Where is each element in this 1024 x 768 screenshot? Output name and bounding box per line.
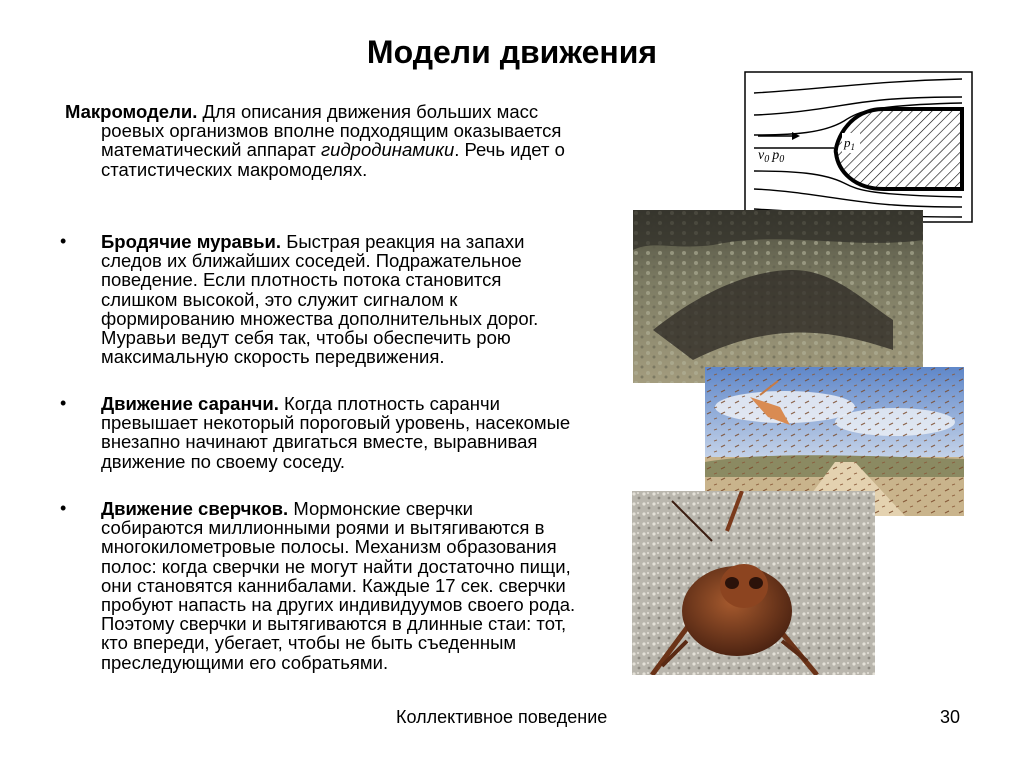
bullet-line: максимальную скорость передвижения. [101, 346, 445, 368]
label-p0-sub: 0 [779, 154, 785, 165]
bullet-line: превышает некоторый пороговый уровень, насекомые [101, 412, 571, 434]
footer-title: Коллективное поведение [396, 707, 608, 727]
intro-italic-term: гидродинамики [321, 139, 455, 161]
intro-line: роевых организмов вполне подходящим оказывается [101, 120, 562, 142]
bullet-heading: Движение сверчков. [101, 498, 289, 519]
slide-title: Модели движения [366, 34, 658, 70]
bullet-line: Когда плотность саранчи [278, 393, 500, 414]
label-p0: p [772, 148, 780, 163]
cricket-photo [632, 491, 875, 675]
bullet-line: пробуют напасть на других индивидуумов своего рода. [101, 594, 576, 616]
intro-line: . Речь идет о [454, 139, 565, 161]
bullet-line: полос: когда сверчки не могут найти достаточно пищи, [101, 555, 571, 577]
page-number: 30 [940, 707, 961, 727]
bullet-line: движение по своему соседу. [101, 450, 346, 472]
intro-line: математический аппарат [101, 139, 322, 161]
label-p1: p [844, 135, 851, 150]
bullet-line: следов их ближайших соседей. Подражательное [101, 250, 522, 272]
bullet-line: Быстрая реакция на запахи [281, 231, 525, 252]
bullet-heading: Бродячие муравьи. [101, 231, 282, 252]
bullet-heading: Движение саранчи. [101, 393, 279, 414]
bullet-line: они становятся каннибалами. Каждые 17 сек. сверчки [101, 574, 566, 596]
bullet-line: преследующими его собратьями. [101, 651, 389, 673]
intro-line: статистических макромоделях. [101, 158, 368, 180]
bullet-marker: • [60, 231, 67, 251]
label-v0: v [758, 148, 765, 163]
bullet-line: многокилометровые полосы. Механизм образования [101, 536, 557, 558]
bullet-line: собираются миллионными роями и вытягиваются в [101, 517, 545, 539]
bullet-locust [101, 394, 621, 471]
intro-line: Для описания движения больших масс [197, 101, 539, 122]
bullet-marker: • [60, 393, 67, 413]
intro-paragraph [65, 102, 625, 179]
label-p1-sub: 1 [850, 142, 855, 152]
bullet-crickets [101, 499, 621, 672]
bullet-line: Поэтому сверчки и вытягиваются в длинные стаи: тот, [101, 613, 567, 635]
intro-heading: Макромодели. [65, 101, 198, 122]
bullet-line: Мормонские сверчки [288, 498, 473, 519]
flow-diagram [744, 71, 973, 223]
label-v0-sub: 0 [764, 154, 770, 165]
bullet-marker: • [60, 498, 67, 518]
bullet-line: формированию множества дополнительных дорог. [101, 307, 539, 329]
bullet-line: поведение. Если плотность потока становится [101, 269, 502, 291]
bullet-line: Муравьи ведут себя так, чтобы обеспечить рою [101, 327, 511, 349]
ants-photo [633, 210, 923, 383]
bullet-line: внезапно начинают двигаться вместе, выравнивая [101, 431, 538, 453]
bullet-ants [101, 232, 621, 366]
bullet-line: кто впереди, убегает, чтобы не быть съеденным [101, 632, 517, 654]
bullet-line: слишком высокой, это служит сигналом к [101, 288, 458, 310]
